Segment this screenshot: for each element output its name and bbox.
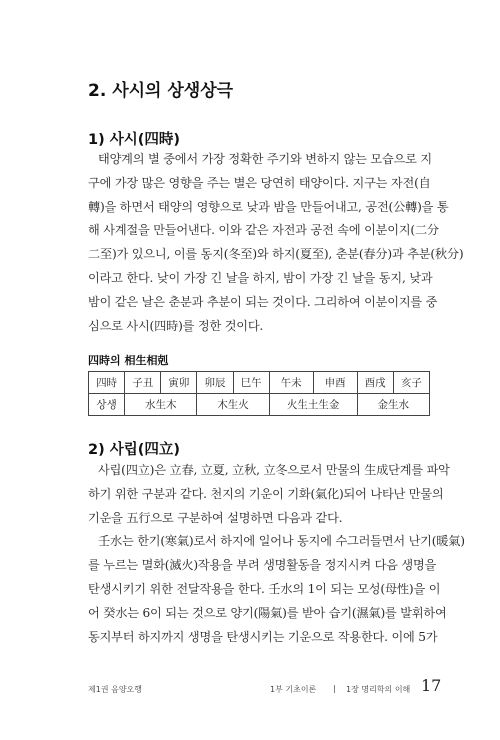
- footer-separator: |: [333, 684, 336, 693]
- paragraph-line: 태양계의 별 중에서 가장 정확한 주기와 변하지 않는 모습으로 지: [98, 152, 432, 166]
- table-header-cell: 寅卯: [161, 372, 197, 394]
- table-header-cell: 卯辰: [197, 372, 233, 394]
- paragraph-line: 탄생시키기 위한 전달작용을 한다. 壬水의 1이 되는 모성(母性)을 이: [88, 581, 441, 596]
- paragraph-line: 밤이 같은 날은 춘분과 추분이 되는 것이다. 그리하여 이분이지를 중: [88, 294, 438, 309]
- table-cell: 木生火: [197, 394, 269, 416]
- paragraph-line: 轉)을 하면서 태양의 영향으로 낮과 밤을 만들어내고, 공전(公轉)을 통: [88, 199, 449, 214]
- table-caption: 四時의 相生相剋: [88, 354, 169, 367]
- table-header-cell: 亥子: [393, 372, 429, 394]
- paragraph-line: 심으로 사시(四時)를 정한 것이다.: [88, 318, 264, 333]
- paragraph-line: 하기 위한 구분과 같다. 천지의 기운이 기화(氣化)되어 나타난 만물의: [88, 486, 444, 501]
- footer-part: 1부 기초이론: [270, 685, 317, 694]
- table-header-row: [89, 372, 430, 394]
- paragraph-line: 해 사계절을 만들어낸다. 이와 같은 자전과 공전 속에 이분이지(二分: [88, 223, 439, 238]
- paragraph-line: 어 癸水는 6이 되는 것으로 양기(陽氣)를 받아 습기(濕氣)를 발휘하여: [88, 605, 447, 620]
- paragraph-line: 구에 가장 많은 영향을 주는 별은 당연히 태양이다. 지구는 자전(自: [88, 175, 431, 190]
- table-header-cell: 午未: [269, 372, 313, 394]
- table-header-cell: 子丑: [125, 372, 161, 394]
- footer-book-title: 제1권 음양오행: [88, 685, 143, 694]
- subsection-title-sasi: 1) 사시(四時): [88, 132, 181, 148]
- page-number: 17: [421, 676, 442, 695]
- paragraph-line: 이라고 한다. 낮이 가장 긴 날을 하지, 밤이 가장 긴 날을 동지, 낮과: [88, 270, 433, 285]
- table-header-cell: 申酉: [313, 372, 357, 394]
- section-title: 2. 사시의 상생상극: [88, 81, 234, 101]
- table-header-cell: 四時: [89, 372, 125, 394]
- table-cell: 火生土生金: [269, 394, 357, 416]
- paragraph-line: 동지부터 하지까지 생명을 탄생시키는 기운으로 작용한다. 이에 5가: [88, 629, 438, 644]
- paragraph-sarip: [88, 459, 465, 649]
- sangsaeng-table: [88, 371, 430, 416]
- footer-chapter: 1장 명리학의 이해: [346, 685, 411, 694]
- paragraph-line: 사립(四立)은 立春, 立夏, 立秋, 立冬으로서 만물의 生成단계를 파악: [98, 463, 450, 477]
- paragraph-line: 를 누르는 멸화(滅火)작용을 부려 생명활동을 정지시켜 다음 생명을: [88, 558, 437, 573]
- paragraph-line: 壬水는 한기(寒氣)로서 하지에 일어나 동지에 수그러들면서 난기(暖氣): [98, 534, 465, 549]
- table-row-label: 상생: [89, 394, 125, 416]
- paragraph-sasi: [88, 148, 464, 338]
- table-cell: 金生水: [357, 394, 429, 416]
- paragraph-line: 기운을 五行으로 구분하여 설명하면 다음과 같다.: [88, 510, 343, 525]
- paragraph-line: 二至)가 있으니, 이를 동지(冬至)와 하지(夏至), 춘분(春分)과 추분(秋分): [88, 247, 464, 262]
- table-cell: 水生木: [125, 394, 197, 416]
- subsection-title-sarip: 2) 사립(四立): [88, 442, 181, 458]
- table-header-cell: 酉戌: [357, 372, 393, 394]
- table-row: [89, 394, 430, 416]
- table-header-cell: 巳午: [233, 372, 269, 394]
